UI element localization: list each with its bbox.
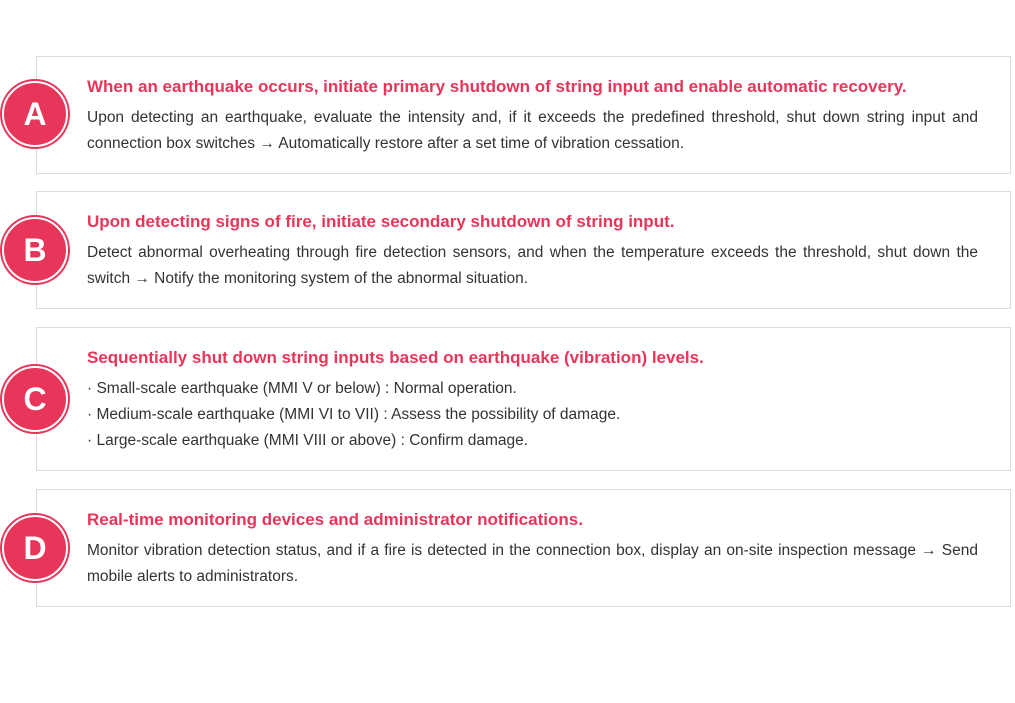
card-content — [87, 509, 978, 590]
card-title: Sequentially shut down string inputs based on earthquake (vibration) levels. — [87, 348, 704, 367]
feature-card-c — [36, 327, 1011, 471]
feature-card-d — [36, 489, 1011, 607]
badge-b: B — [2, 217, 68, 283]
card-bullet-list — [87, 376, 978, 454]
bullet-item: · Large-scale earthquake (MMI VIII or above) : Confirm damage. — [87, 432, 529, 449]
card-content — [87, 76, 978, 157]
badge-d: D — [2, 515, 68, 581]
feature-card-a — [36, 56, 1011, 174]
card-title: Real-time monitoring devices and administrator notifications. — [87, 510, 583, 529]
card-description: Detect abnormal overheating through fire detection sensors, and when the temperature exceeds the threshold, shut down the switch → Notify the monitoring system of the abnormal situation. — [87, 244, 978, 287]
badge-a: A — [2, 81, 68, 147]
feature-card-b — [36, 191, 1011, 309]
card-title: Upon detecting signs of fire, initiate secondary shutdown of string input. — [87, 212, 675, 231]
card-description: Upon detecting an earthquake, evaluate the intensity and, if it exceeds the predefined threshold, shut down string input and connection box switches → Automatically restore after a set time of vibration cessation. — [87, 109, 978, 152]
card-content — [87, 211, 978, 292]
card-title: When an earthquake occurs, initiate primary shutdown of string input and enable automatic recovery. — [87, 77, 907, 96]
card-content — [87, 347, 978, 454]
badge-c: C — [2, 366, 68, 432]
bullet-item: · Medium-scale earthquake (MMI VI to VII) : Assess the possibility of damage. — [87, 406, 621, 423]
card-description: Monitor vibration detection status, and if a fire is detected in the connection box, display an on-site inspection message → Send mobile alerts to administrators. — [87, 542, 978, 585]
bullet-item: · Small-scale earthquake (MMI V or below) : Normal operation. — [87, 380, 517, 397]
